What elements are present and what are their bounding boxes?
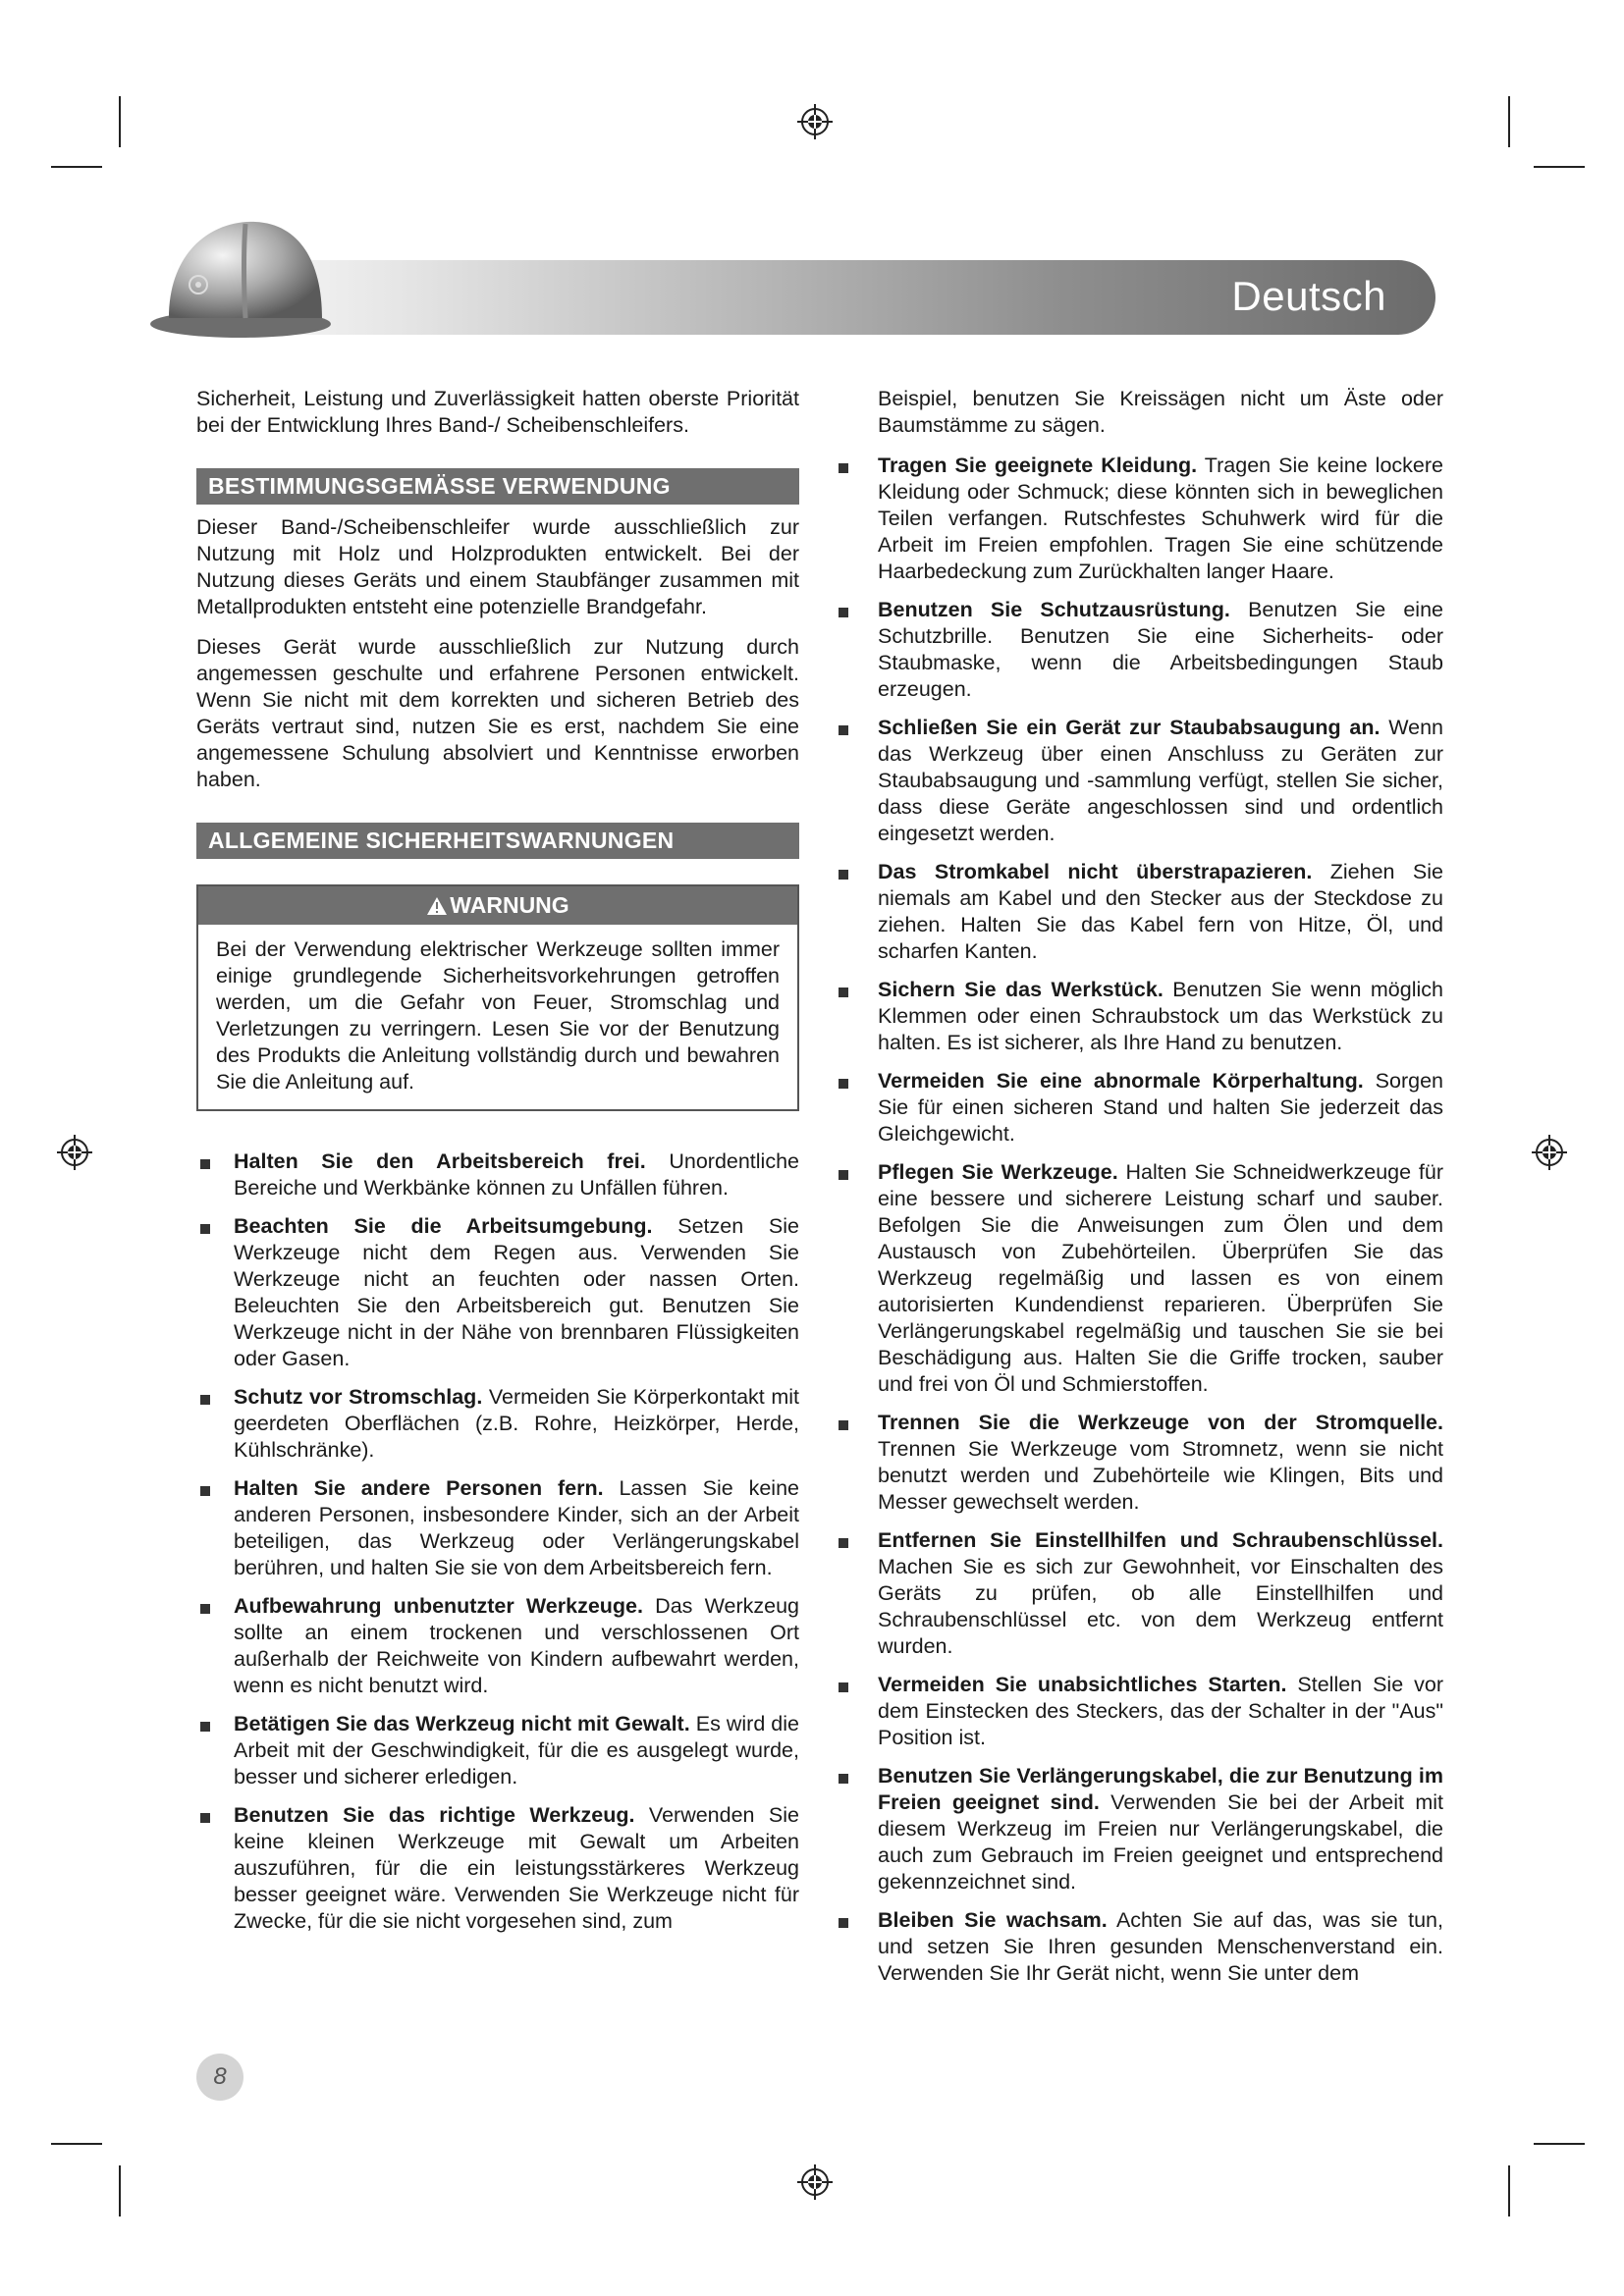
list-item: Halten Sie den Arbeitsbereich frei. Unordentliche Bereiche und Werkbänke können zu Unfällen führen.	[196, 1148, 799, 1201]
list-item: Das Stromkabel nicht überstrapazieren. Ziehen Sie niemals am Kabel und den Stecker aus der Steckdose zu ziehen. Halten Sie das Kabel fern von Hitze, Öl, und scharfen Kanten.	[840, 859, 1443, 965]
header-band	[169, 260, 1435, 335]
warning-title: WARNUNG	[450, 892, 569, 918]
warning-triangle-icon	[426, 896, 448, 916]
registration-mark-icon	[795, 2163, 835, 2202]
list-item: Vermeiden Sie eine abnormale Körperhaltung. Sorgen Sie für einen sicheren Stand und halten Sie jederzeit das Gleichgewicht.	[840, 1068, 1443, 1148]
language-title: Deutsch	[1231, 273, 1386, 319]
list-item: Sichern Sie das Werkstück. Benutzen Sie wenn möglich Klemmen oder einen Schraubstock um das Werkstück zu halten. Es ist sicherer, als Ihre Hand zu benutzen.	[840, 977, 1443, 1056]
continued-paragraph: Beispiel, benutzen Sie Kreissägen nicht um Äste oder Baumstämme zu sägen.	[878, 387, 1443, 437]
intro-paragraph: Sicherheit, Leistung und Zuverlässigkeit hatten oberste Priorität bei der Entwicklung Ihres Band-/ Scheibenschleifers.	[196, 387, 799, 437]
warning-text: Bei der Verwendung elektrischer Werkzeuge sollten immer einige grundlegende Sicherheitsvorkehrungen getroffen werden, um die Gefahr von Feuer, Stromschlag und Verletzungen zu verringern. Lesen Sie vor der Benutzung des Produkts die Anleitung vollständig durch und bewahren Sie die Anleitung auf.	[216, 937, 780, 1094]
crop-mark	[119, 2165, 121, 2216]
list-item: Tragen Sie geeignete Kleidung. Tragen Sie keine lockere Kleidung oder Schmuck; diese könnten sich in beweglichen Teilen verfangen. Rutschfestes Schuhwerk wird für die Arbeit im Freien empfohlen. Tragen Sie eine schützende Haarbedeckung zum Zurückhalten langer Haare.	[840, 453, 1443, 585]
list-item: Pflegen Sie Werkzeuge. Halten Sie Schneidwerkzeuge für eine bessere und sicherere Leistung scharf und sauber. Befolgen Sie die Anweisungen zum Ölen und dem Austausch von Zubehörteilen. Überprüfen Sie das Werkzeug regelmäßig und lassen es von einem autorisierten Kundendienst reparieren. Überprüfen Sie Verlängerungskabel regelmäßig und tauschen Sie sie bei Beschädigung aus. Halten Sie die Griffe trocken, sauber und frei von Öl und Schmierstoffen.	[840, 1159, 1443, 1398]
list-item: Benutzen Sie das richtige Werkzeug. Verwenden Sie keine kleinen Werkzeuge mit Gewalt um Arbeiten auszuführen, für die ein leistungsstärkeres Werkzeug besser geeignet wäre. Verwenden Sie Werkzeuge nicht für Zwecke, für die sie nicht vorgesehen sind, zum	[196, 1802, 799, 1935]
crop-mark	[119, 96, 121, 147]
crop-mark	[1508, 96, 1510, 147]
list-item: Halten Sie andere Personen fern. Lassen Sie keine anderen Personen, insbesondere Kinder, sich an der Arbeit beteiligen, das Werkzeug oder Verlängerungskabel berühren, und halten Sie sie von dem Arbeitsbereich fern.	[196, 1475, 799, 1581]
crop-mark	[1534, 2143, 1585, 2145]
list-item: Schutz vor Stromschlag. Vermeiden Sie Körperkontakt mit geerdeten Oberflächen (z.B. Rohre, Heizkörper, Herde, Kühlschränke).	[196, 1384, 799, 1464]
list-item: Benutzen Sie Verlängerungskabel, die zur Benutzung im Freien geeignet sind. Verwenden Sie bei der Arbeit mit diesem Werkzeug im Freien nur Verlängerungskabel, die auch zum Gebrauch im Freien geeignet und entsprechend gekennzeichnet sind.	[840, 1763, 1443, 1896]
list-item: Beachten Sie die Arbeitsumgebung. Setzen Sie Werkzeuge nicht dem Regen aus. Verwenden Sie Werkzeuge nicht an feuchten oder nassen Orten. Beleuchten Sie den Arbeitsbereich gut. Benutzen Sie Werkzeuge nicht in der Nähe von brennbaren Flüssigkeiten oder Gasen.	[196, 1213, 799, 1372]
intended-use-paragraph: Dieses Gerät wurde ausschließlich zur Nutzung durch angemessen geschulte und erfahrene Personen entwickelt. Wenn Sie nicht mit dem korrekten und sicheren Betrieb des Geräts vertraut sind, nutzen Sie es erst, nachdem Sie eine angemessene Schulung absolviert und Kenntnisse erworben haben.	[196, 635, 799, 791]
registration-mark-icon	[55, 1133, 94, 1172]
warning-box	[196, 884, 799, 1111]
list-item: Entfernen Sie Einstellhilfen und Schraubenschlüssel. Machen Sie es sich zur Gewohnheit, vor Einschalten des Geräts zu prüfen, ob alle Einstellhilfen und Schraubenschlüssel etc. von dem Werkzeug entfernt wurden.	[840, 1527, 1443, 1660]
page-number: 8	[196, 2054, 244, 2101]
warning-header	[198, 886, 797, 925]
list-item: Trennen Sie die Werkzeuge von der Stromquelle. Trennen Sie Werkzeuge vom Stromnetz, wenn sie nicht benutzt werden und Zubehörteile wie Klingen, Bits und Messer gewechselt werden.	[840, 1410, 1443, 1516]
safety-helmet-icon	[147, 208, 344, 346]
right-safety-list	[840, 453, 1443, 1987]
list-item: Bleiben Sie wachsam. Achten Sie auf das, was sie tun, und setzen Sie Ihren gesunden Menschenverstand ein. Verwenden Sie Ihr Gerät nicht, wenn Sie unter dem	[840, 1907, 1443, 1987]
section-heading-intended-use: BESTIMMUNGSGEMÄSSE VERWENDUNG	[196, 468, 799, 505]
left-safety-list	[196, 1148, 799, 1935]
intended-use-paragraph: Dieser Band-/Scheibenschleifer wurde ausschließlich zur Nutzung mit Holz und Holzprodukten entwickelt. Bei der Nutzung dieses Geräts und einem Staubfänger zusammen mit Metallprodukten entsteht eine potenzielle Brandgefahr.	[196, 515, 799, 618]
section-heading-general-warnings: ALLGEMEINE SICHERHEITSWARNUNGEN	[196, 823, 799, 859]
registration-mark-icon	[795, 102, 835, 141]
right-column	[840, 386, 1443, 1999]
crop-mark	[1534, 166, 1585, 168]
list-item: Benutzen Sie Schutzausrüstung. Benutzen Sie eine Schutzbrille. Benutzen Sie eine Sicherheits- oder Staubmaske, wenn die Arbeitsbedingungen Staub erzeugen.	[840, 597, 1443, 703]
crop-mark	[51, 2143, 102, 2145]
list-item: Betätigen Sie das Werkzeug nicht mit Gewalt. Es wird die Arbeit mit der Geschwindigkeit, für die es ausgelegt wurde, besser und sicherer erledigen.	[196, 1711, 799, 1790]
left-column	[196, 386, 799, 1947]
list-item: Schließen Sie ein Gerät zur Staubabsaugung an. Wenn das Werkzeug über einen Anschluss zu Geräten zur Staubabsaugung und -sammlung verfügt, stellen Sie sicher, dass diese Geräte angeschlossen sind und ordentlich eingesetzt werden.	[840, 715, 1443, 847]
crop-mark	[1508, 2165, 1510, 2216]
list-item: Vermeiden Sie unabsichtliches Starten. Stellen Sie vor dem Einstecken des Steckers, das der Schalter in der "Aus" Position ist.	[840, 1672, 1443, 1751]
crop-mark	[51, 166, 102, 168]
list-item: Aufbewahrung unbenutzter Werkzeuge. Das Werkzeug sollte an einem trockenen und verschlossenen Ort außerhalb der Reichweite von Kindern aufbewahrt werden, wenn es nicht benutzt wird.	[196, 1593, 799, 1699]
registration-mark-icon	[1530, 1133, 1569, 1172]
